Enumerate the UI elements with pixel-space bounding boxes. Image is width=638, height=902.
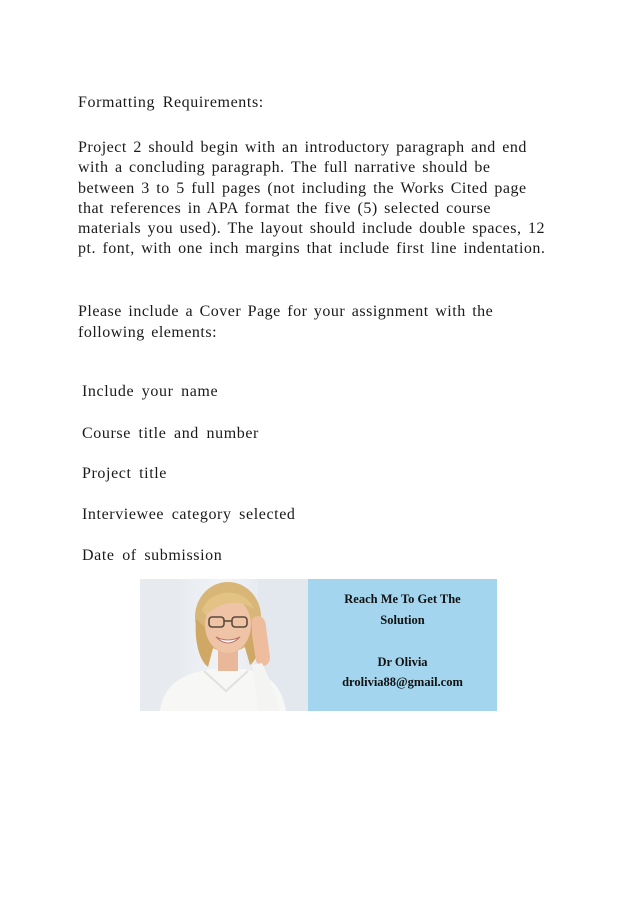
element-item: Project title (82, 465, 168, 482)
requirements-paragraph: Project 2 should begin with an introductory paragraph and end with a concluding paragraph. The full narrative should be between 3 to 5 full pages (not including the Works Cited page that references in APA format the five (5) selected course materials you used). The layout should include double spaces, 12 pt. font, with one inch margins that include first line indentation. (78, 139, 546, 258)
reach-line-2: Solution (380, 613, 425, 627)
element-item: Course title and number (82, 425, 259, 442)
element-item: Include your name (82, 383, 219, 400)
contact-name: Dr Olivia (377, 655, 428, 669)
contact-info-box (308, 579, 497, 711)
contact-banner (140, 579, 497, 711)
reach-me-text (308, 589, 497, 631)
element-item: Date of submission (82, 547, 223, 564)
reach-line-1: Reach Me To Get The (344, 592, 461, 606)
section-heading: Formatting Requirements: (78, 94, 264, 111)
woman-photo (140, 579, 308, 711)
cover-page-paragraph: Please include a Cover Page for your assignment with the following elements: (78, 303, 494, 341)
contact-email: drolivia88@gmail.com (342, 675, 463, 689)
element-item: Interviewee category selected (82, 506, 296, 523)
